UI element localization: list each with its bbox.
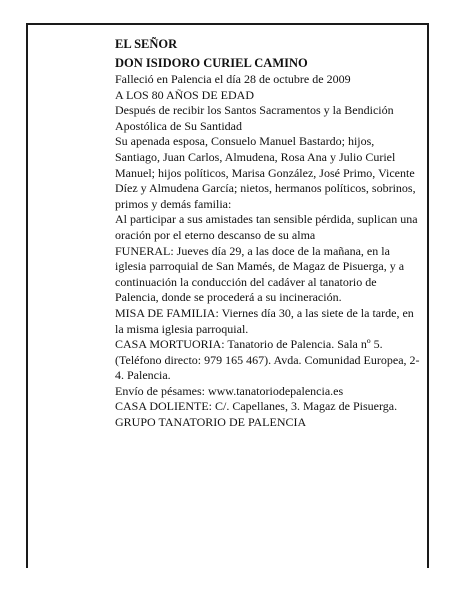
funeral-paragraph: FUNERAL: Jueves día 29, a las doce de la mañana, en la iglesia parroquial de San Mamés, de Magaz de Pisuerga, y a continuación la conducción del cadáver al tanatorio de Palencia, donde se procederá a su incineración. <box>115 243 405 305</box>
age-line: A LOS 80 AÑOS DE EDAD <box>115 87 255 102</box>
deceased-name: DON ISIDORO CURIEL CAMINO <box>115 56 308 70</box>
group-line: GRUPO TANATORIO DE PALENCIA <box>115 415 307 430</box>
family-mass-paragraph: MISA DE FAMILIA: Viernes día 30, a las siete de la tarde, en la misma iglesia parroquial. <box>115 305 414 336</box>
sacraments-paragraph: Después de recibir los Santos Sacramentos y la Bendición Apostólica de Su Santidad <box>115 103 394 133</box>
condolences-line: Envío de pésames: www.tanatoriodepalencia.es <box>115 383 344 398</box>
funeral-home-paragraph: CASA MORTUORIA: Tanatorio de Palencia. Sala nº 5. (Teléfono directo: 979 165 467). Avda. Comunidad Europea, 2-4. Palencia. <box>115 337 420 383</box>
request-paragraph: Al participar a sus amistades tan sensible pérdida, suplican una oración por el eterno descanso de su alma <box>115 212 418 242</box>
death-info: Falleció en Palencia el día 28 de octubre de 2009 <box>115 72 351 86</box>
obituary-notice <box>115 36 420 431</box>
family-paragraph: Su apenada esposa, Consuelo Manuel Bastardo; hijos, Santiago, Juan Carlos, Almudena, Rosa Ana y Julio Curiel Manuel; hijos políticos, Marisa González, José Primo, Vicente Díez y Almudena García; nietos, hermanos políticos, sobrinos, primos y demás familia: <box>115 134 416 211</box>
notice-title: EL SEÑOR <box>115 37 178 51</box>
grieving-home-paragraph: CASA DOLIENTE: C/. Capellanes, 3. Magaz de Pisuerga. <box>115 399 398 414</box>
